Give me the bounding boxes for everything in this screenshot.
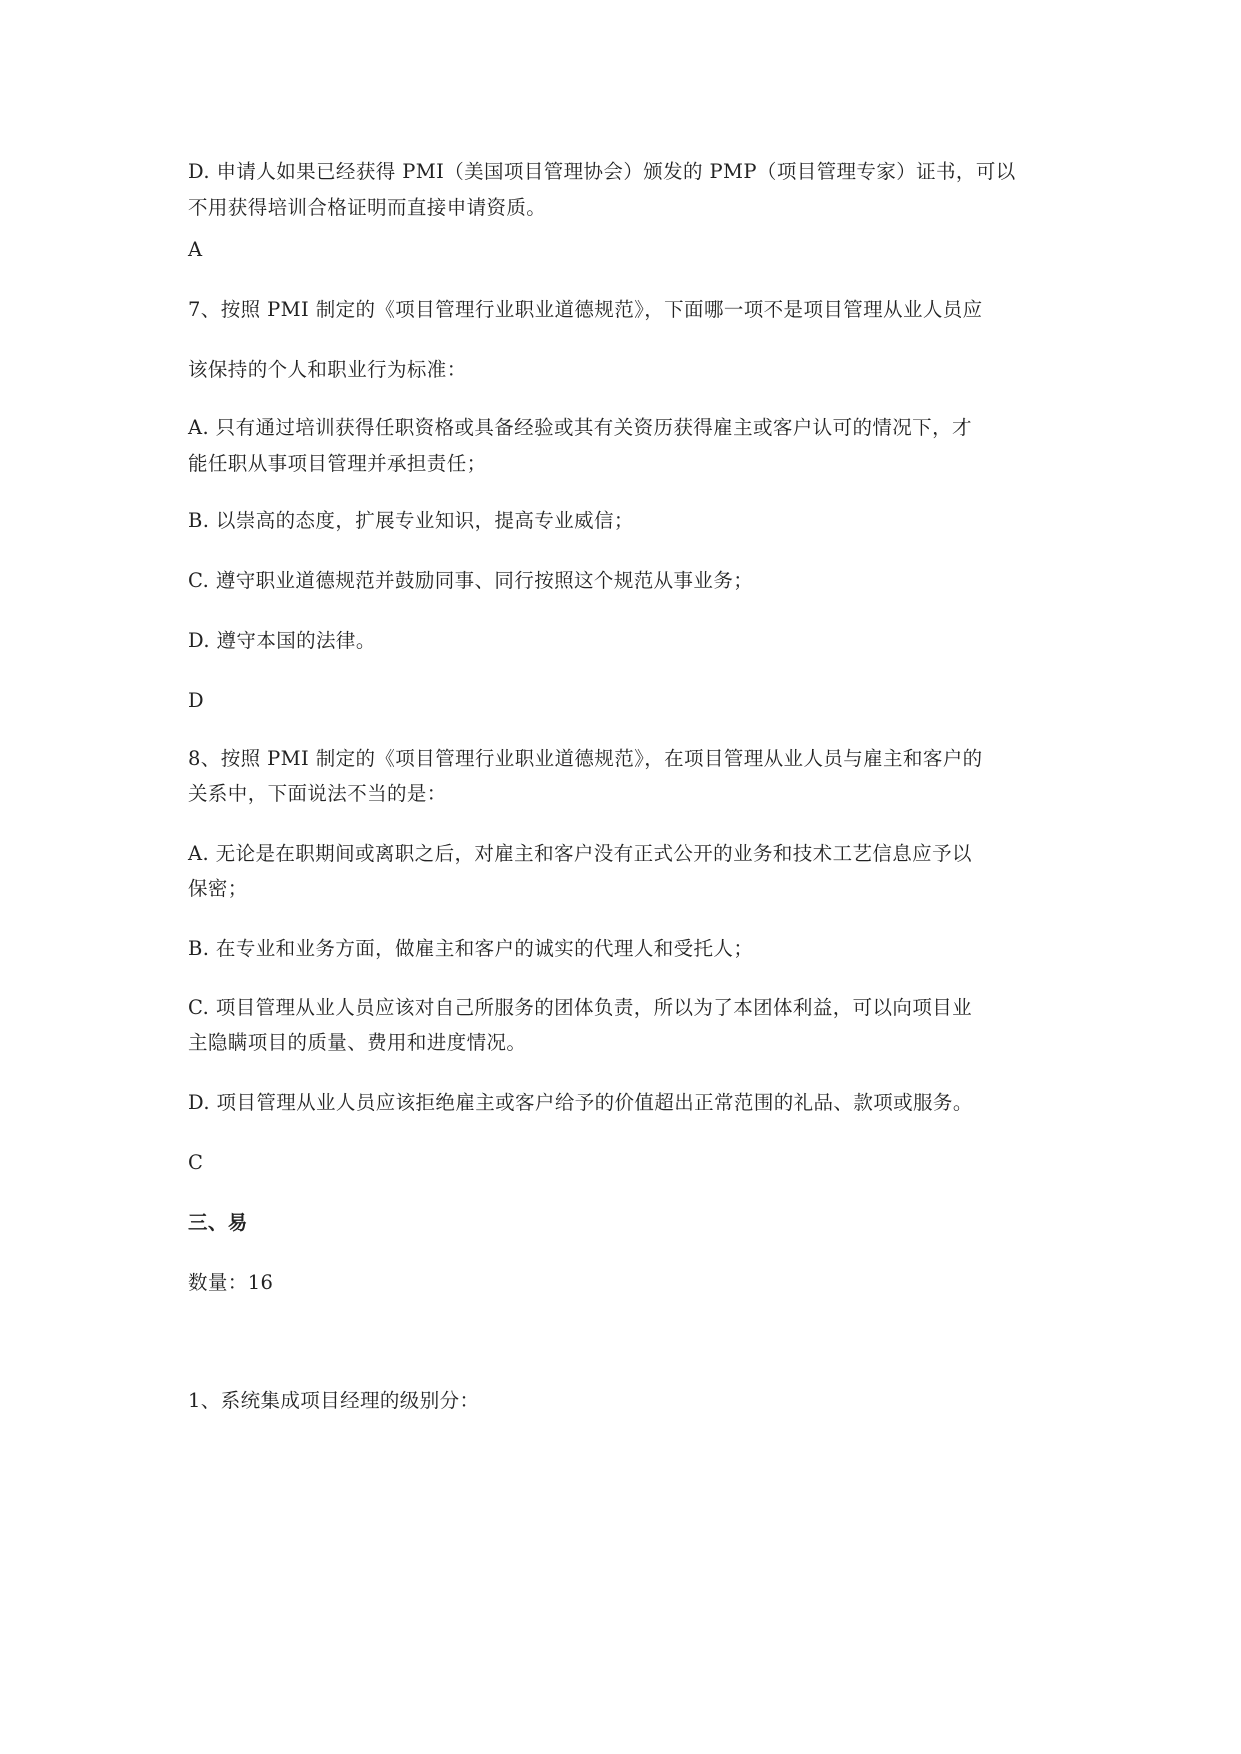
option-a-q7-line2: 能任职从事项目管理并承担责任； [188, 452, 487, 475]
answer-q6: A [188, 238, 203, 261]
option-d-q7: D. 遵守本国的法律。 [188, 629, 376, 652]
option-d-q8: D. 项目管理从业人员应该拒绝雇主或客户给予的价值超出正常范围的礼品、款项或服务。 [188, 1091, 973, 1114]
question-count: 数量：16 [188, 1271, 274, 1294]
option-a-q8-line2: 保密； [188, 877, 248, 900]
option-a-q8-line1: A. 无论是在职期间或离职之后，对雇主和客户没有正式公开的业务和技术工艺信息应予以 [188, 842, 972, 865]
option-b-q8: B. 在专业和业务方面，做雇主和客户的诚实的代理人和受托人； [188, 937, 754, 960]
section-heading: 三、易 [188, 1211, 248, 1234]
question-1: 1、系统集成项目经理的级别分： [188, 1389, 480, 1412]
option-c-q8-line1: C. 项目管理从业人员应该对自己所服务的团体负责，所以为了本团体利益，可以向项目业 [188, 996, 973, 1019]
option-a-q7-line1: A. 只有通过培训获得任职资格或具备经验或其有关资历获得雇主或客户认可的情况下，才 [188, 416, 972, 439]
question-7-line2: 该保持的个人和职业行为标准： [188, 358, 467, 381]
option-c-q8-line2: 主隐瞒项目的质量、费用和进度情况。 [188, 1031, 527, 1054]
question-7-line1: 7、按照 PMI 制定的《项目管理行业职业道德规范》，下面哪一项不是项目管理从业人员应 [188, 298, 983, 321]
answer-q8: C [188, 1151, 204, 1174]
question-8-line1: 8、按照 PMI 制定的《项目管理行业职业道德规范》，在项目管理从业人员与雇主和客户的 [188, 747, 983, 770]
question-8-line2: 关系中，下面说法不当的是： [188, 782, 447, 805]
option-c-q7: C. 遵守职业道德规范并鼓励同事、同行按照这个规范从事业务； [188, 569, 754, 592]
option-b-q7: B. 以崇高的态度，扩展专业知识，提高专业威信； [188, 509, 634, 532]
option-d-q6-line1: D. 申请人如果已经获得 PMI（美国项目管理协会）颁发的 PMP（项目管理专家）证书，可以 [188, 160, 1016, 183]
answer-q7: D [188, 689, 205, 712]
option-d-q6-line2: 不用获得培训合格证明而直接申请资质。 [188, 196, 547, 219]
